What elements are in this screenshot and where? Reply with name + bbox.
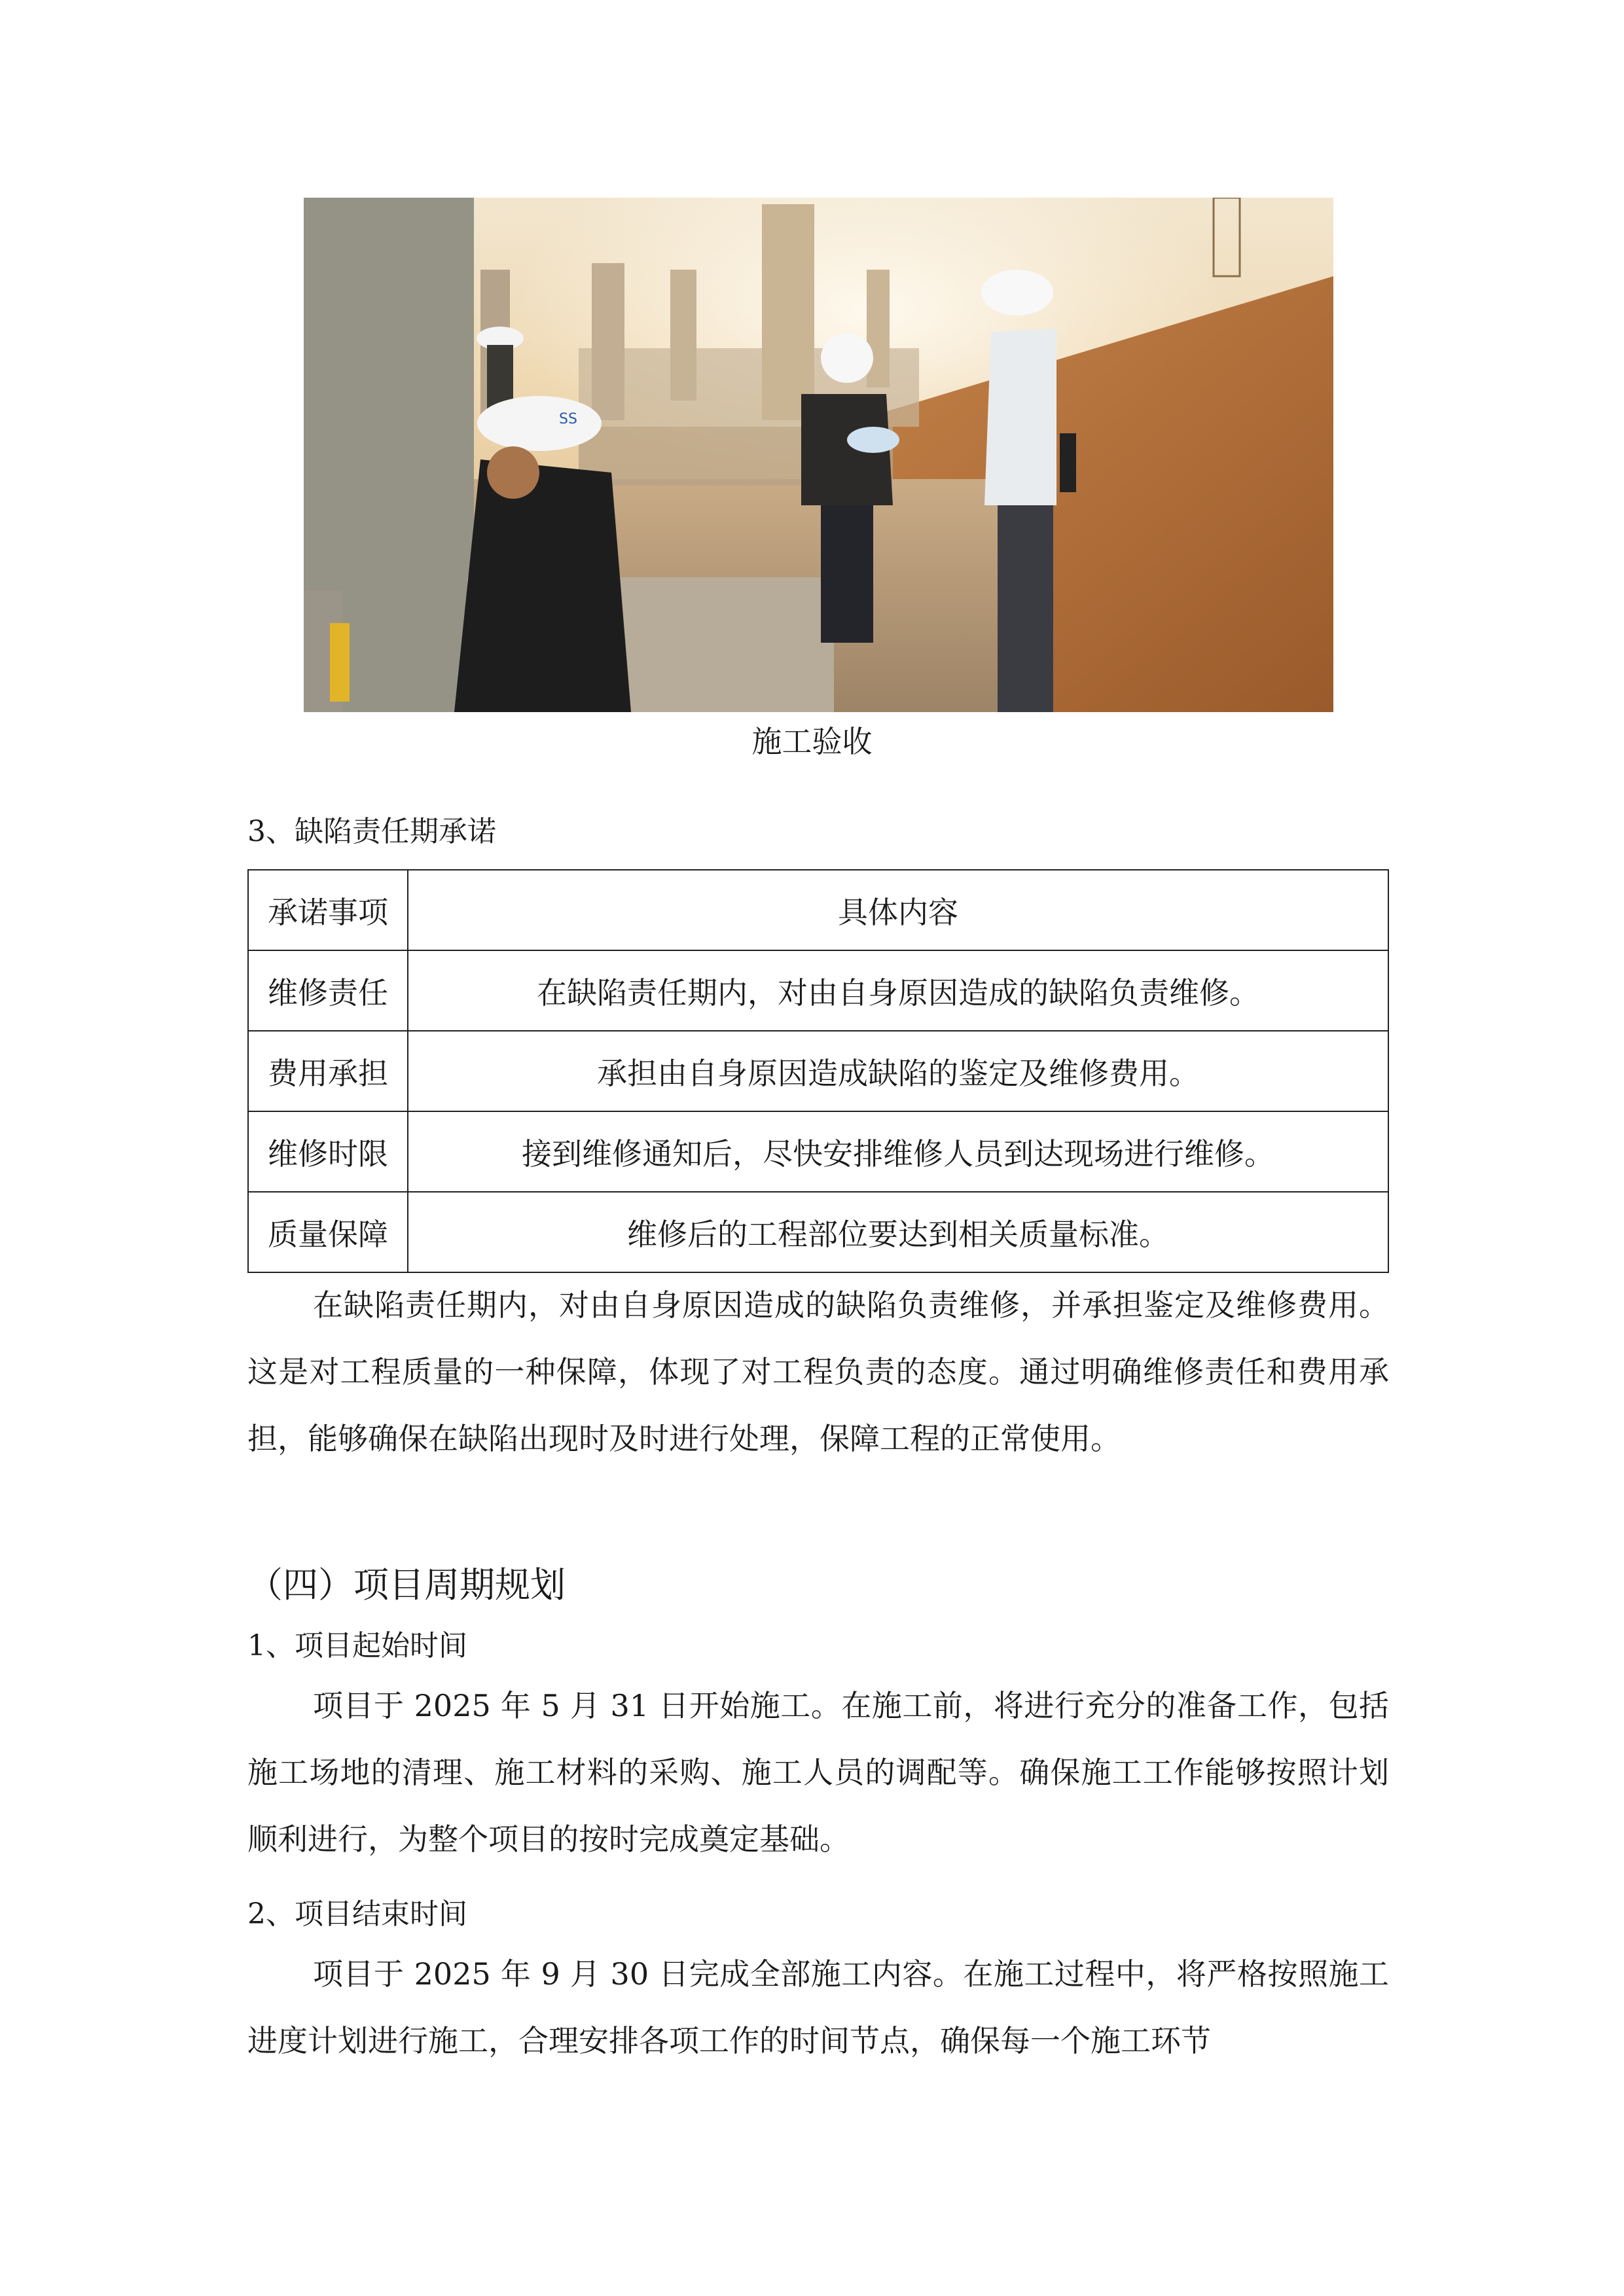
construction-acceptance-photo: [304, 198, 1333, 712]
helmet-logo: SS: [559, 411, 577, 427]
table-cell-item: 质量保障: [248, 1192, 408, 1272]
table-row: [248, 1111, 1388, 1192]
table-cell-content: 承担由自身原因造成缺陷的鉴定及维修费用。: [408, 1031, 1388, 1111]
defect-liability-paragraph: 在缺陷责任期内，对由自身原因造成的缺陷负责维修，并承担鉴定及维修费用。这是对工程质量的一种保障，体现了对工程负责的态度。通过明确维修责任和费用承担，能够确保在缺陷出现时及时进行处理，保障工程的正常使用。: [247, 1287, 1389, 1456]
defect-liability-table: [247, 869, 1389, 1273]
table-cell-item: 费用承担: [248, 1031, 408, 1111]
project-end-paragraph: 项目于 2025 年 9 月 30 日完成全部施工内容。在施工过程中，将严格按照施工进度计划进行施工，合理安排各项工作的时间节点，确保每一个施工环节: [247, 1956, 1389, 2058]
construction-site-photo-icon: [304, 198, 1333, 712]
section-3-title: 3、缺陷责任期承诺: [247, 815, 496, 848]
project-start-paragraph: 项目于 2025 年 5 月 31 日开始施工。在施工前，将进行充分的准备工作，包括施工场地的清理、施工材料的采购、施工人员的调配等。确保施工工作能够按照计划顺利进行，为整个项目的按时完成奠定基础。: [247, 1688, 1389, 1857]
table-cell-item: 维修责任: [248, 950, 408, 1031]
table-cell-content: 维修后的工程部位要达到相关质量标准。: [408, 1192, 1388, 1272]
photo-caption: 施工验收: [751, 724, 873, 759]
table-header-row: [248, 870, 1388, 950]
table-row: [248, 950, 1388, 1031]
table-cell-content: 接到维修通知后，尽快安排维修人员到达现场进行维修。: [408, 1111, 1388, 1192]
table-cell-item: 维修时限: [248, 1111, 408, 1192]
section-4-title: （四）项目周期规划: [247, 1564, 566, 1605]
project-start-title: 1、项目起始时间: [247, 1629, 467, 1662]
table-cell-content: 在缺陷责任期内，对由自身原因造成的缺陷负责维修。: [408, 950, 1388, 1031]
table-header-cell: 具体内容: [408, 870, 1388, 950]
table-row: [248, 1192, 1388, 1272]
table-row: [248, 1031, 1388, 1111]
table-header-cell: 承诺事项: [248, 870, 408, 950]
project-end-title: 2、项目结束时间: [247, 1897, 467, 1931]
